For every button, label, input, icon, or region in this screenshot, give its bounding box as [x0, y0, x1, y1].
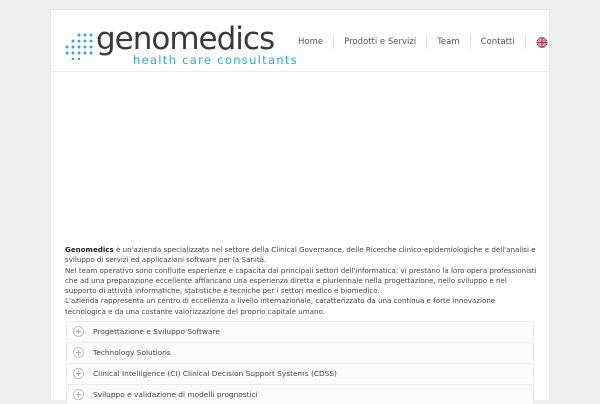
plus-circle-icon	[73, 368, 84, 379]
logo[interactable]	[65, 21, 299, 67]
accordion-item[interactable]	[66, 342, 534, 362]
team-paragraph: Nel team operativo sono confluite esperienze e capacità dai principali settori dell'informatica: vi prestano la loro opera professionisti che ad una preparazione eccellente affiancano una esperienza diretta e pluriennale nella progettazione, nello sviluppo e nel supporto di attività informatiche, statistiche e tecniche per i settori medico e biomedico.	[65, 265, 537, 296]
intro-paragraph	[65, 245, 537, 266]
main-nav	[287, 34, 548, 50]
nav-item-contatti[interactable]: Contatti	[471, 35, 526, 49]
intro-text: è un'azienda specializzata nel settore della Clinical Governance, delle Ricerche clinico-epidemiologiche e dell'analisi e sviluppo di servizi ed applicazioni software per la Sanità.	[65, 245, 536, 265]
nav-item-team[interactable]: Team	[427, 35, 470, 49]
accordion-item-label: Technology Solutions	[93, 348, 171, 357]
logo-tagline: health care consultants	[133, 53, 299, 67]
company-name: Genomedics	[65, 245, 114, 254]
services-accordion	[66, 321, 534, 404]
nav-item-prodotti-e-servizi[interactable]: Prodotti e Servizi	[334, 35, 427, 49]
accordion-item[interactable]	[66, 384, 534, 404]
excellence-paragraph: L'azienda rappresenta un centro di eccellenza a livello internazionale, caratterizzato da una continua e forte innovazione tecnologica e da una costante valorizzazione del proprio capitale umano.	[65, 296, 496, 316]
logo-name: genomedics	[96, 21, 275, 57]
accordion-item-label: Clinical Intelligence (CI) Clinical Decision Support Systems (CDSS)	[93, 369, 337, 378]
accordion-item[interactable]	[66, 363, 534, 383]
accordion-item[interactable]	[66, 321, 534, 341]
logo-dots-icon	[65, 32, 93, 60]
nav-item-home[interactable]: Home	[287, 35, 334, 49]
site-header	[51, 10, 549, 72]
accordion-item-label: Sviluppo e validazione di modelli prognostici	[93, 390, 258, 399]
plus-circle-icon	[73, 347, 84, 358]
page-container	[50, 9, 550, 400]
uk-flag-icon[interactable]	[536, 37, 548, 48]
plus-circle-icon	[73, 389, 84, 400]
plus-circle-icon	[73, 326, 84, 337]
company-description	[65, 245, 537, 317]
accordion-item-label: Progettazione e Sviluppo Software	[93, 327, 220, 336]
